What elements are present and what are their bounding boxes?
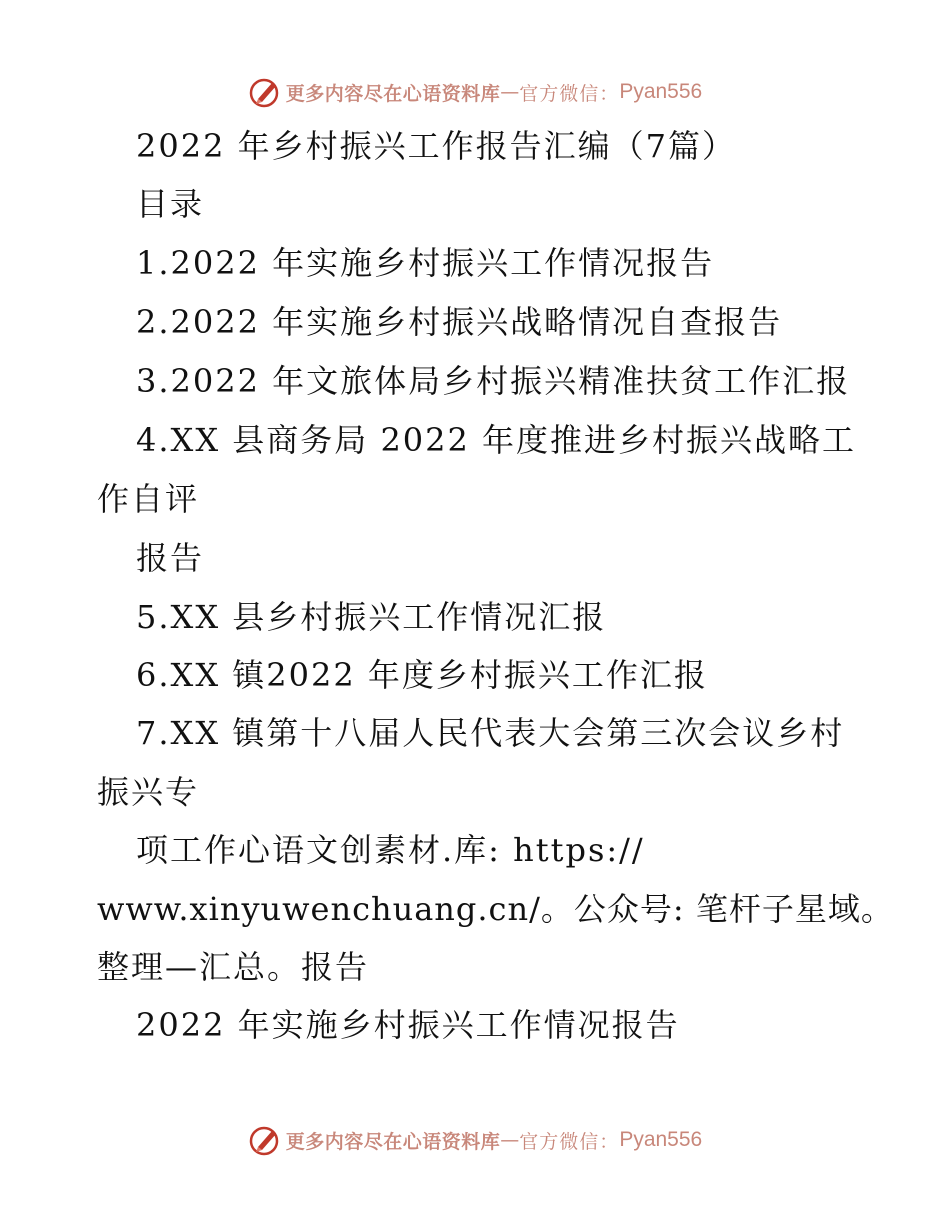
toc-item-4-cont2: 报告 [136, 539, 205, 577]
toc-item-7-cont: 振兴专 [97, 773, 200, 811]
watermark-text: 更多内容尽在心语资料库 [285, 1130, 501, 1153]
document-title: 2022 年乡村振兴工作报告汇编（7篇） [136, 127, 736, 165]
toc-item-1: 1.2022 年实施乡村振兴工作情况报告 [136, 244, 715, 282]
pen-logo-icon [248, 1123, 282, 1157]
watermark-text: 更多内容尽在心语资料库 [285, 82, 501, 105]
toc-item-7-cont4: 整理—汇总。报告 [97, 948, 370, 986]
section-title: 2022 年实施乡村振兴工作情况报告 [136, 1006, 680, 1044]
wechat-label: 官方微信： [519, 1130, 620, 1153]
toc-item-5: 5.XX 县乡村振兴工作情况汇报 [136, 598, 607, 636]
toc-item-4: 4.XX 县商务局 2022 年度推进乡村振兴战略工 [136, 421, 857, 459]
toc-heading: 目录 [136, 185, 205, 223]
toc-item-7-cont2: 项工作心语文创素材.库: https:// [136, 831, 645, 869]
toc-item-7: 7.XX 镇第十八届人民代表大会第三次会议乡村 [136, 714, 845, 752]
wechat-id: Pyan556 [619, 1128, 703, 1151]
toc-item-7-cont3: www.xinyuwenchuang.cn/。公众号: 笔杆子星域。 [97, 890, 894, 928]
watermark-dash: — [500, 1129, 520, 1151]
toc-item-4-cont: 作自评 [97, 480, 200, 518]
watermark-dash: — [500, 81, 520, 103]
toc-item-6: 6.XX 镇2022 年度乡村振兴工作汇报 [136, 656, 708, 694]
toc-item-3: 3.2022 年文旅体局乡村振兴精准扶贫工作汇报 [136, 362, 851, 400]
wechat-id: Pyan556 [619, 80, 703, 103]
wechat-label: 官方微信： [519, 82, 620, 105]
footer-watermark [0, 1120, 950, 1160]
toc-item-2: 2.2022 年实施乡村振兴战略情况自查报告 [136, 303, 783, 341]
